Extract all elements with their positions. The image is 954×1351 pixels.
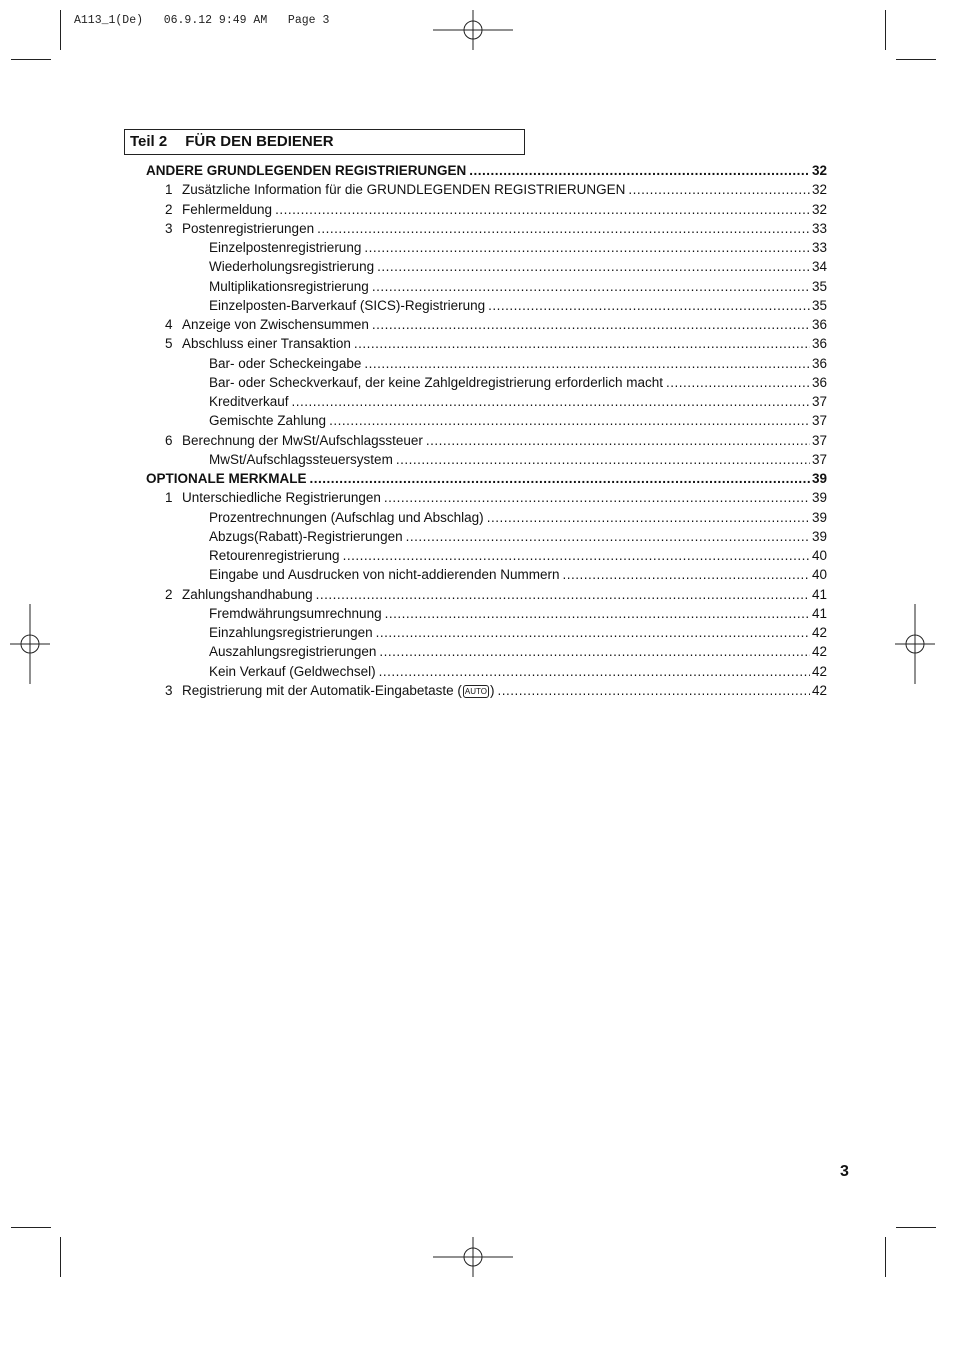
toc-entry-title bbox=[209, 411, 326, 430]
toc-entry-page: 39 bbox=[811, 471, 827, 486]
toc-leader-dots bbox=[666, 373, 810, 392]
toc-entry-title-text: Registrierung mit der Automatik-Eingabetaste ( bbox=[182, 683, 462, 698]
toc-entry-title-text: Abzugs(Rabatt)-Registrierungen bbox=[209, 529, 403, 544]
toc-entry-title-text: Auszahlungsregistrierungen bbox=[209, 644, 377, 659]
toc-entry[interactable] bbox=[209, 411, 827, 430]
section-part: Teil 2 bbox=[130, 133, 168, 150]
toc-entry-page: 37 bbox=[811, 433, 827, 448]
toc-leader-dots bbox=[628, 180, 810, 199]
toc-entry[interactable] bbox=[209, 354, 827, 373]
toc-entry-page: 36 bbox=[811, 317, 827, 332]
toc-entry-page: 42 bbox=[811, 683, 827, 698]
registration-mark-right bbox=[895, 604, 935, 684]
toc-entry-title-text: ANDERE GRUNDLEGENDEN REGISTRIERUNGEN bbox=[146, 163, 467, 178]
toc-entry-page: 40 bbox=[811, 548, 827, 563]
toc-entry-number: 1 bbox=[165, 182, 173, 197]
toc-entry-page: 32 bbox=[811, 202, 827, 217]
toc-leader-dots bbox=[329, 411, 810, 430]
toc-entry-page: 35 bbox=[811, 279, 827, 294]
page-number: 3 bbox=[840, 1163, 849, 1180]
toc-leader-dots bbox=[310, 469, 810, 488]
toc-leader-dots bbox=[406, 527, 810, 546]
toc-entry-title-text: Eingabe und Ausdrucken von nicht-addierenden Nummern bbox=[209, 567, 560, 582]
toc-entry[interactable] bbox=[209, 508, 827, 527]
toc-entry[interactable] bbox=[209, 296, 827, 315]
toc-entry-page: 37 bbox=[811, 452, 827, 467]
toc-entry-title bbox=[209, 450, 393, 469]
toc-entry-title bbox=[209, 373, 663, 392]
toc-leader-dots bbox=[385, 604, 810, 623]
toc-entry-title-text: Zahlungshandhabung bbox=[182, 587, 313, 602]
toc-entry-page: 41 bbox=[811, 606, 827, 621]
toc-entry[interactable] bbox=[209, 662, 827, 681]
toc-entry-page: 34 bbox=[811, 259, 827, 274]
toc-entry-page: 42 bbox=[811, 664, 827, 679]
registration-mark-bottom bbox=[433, 1237, 513, 1277]
toc-entry-title bbox=[146, 161, 466, 180]
toc-leader-dots bbox=[377, 257, 810, 276]
auto-key-icon: AUTO bbox=[464, 687, 487, 696]
toc-entry[interactable] bbox=[209, 238, 827, 257]
toc-entry[interactable] bbox=[165, 200, 827, 219]
toc-entry-title-text: Einzelpostenregistrierung bbox=[209, 240, 362, 255]
toc-entry[interactable] bbox=[209, 623, 827, 642]
toc-entry-title bbox=[209, 238, 361, 257]
toc-entry-page: 32 bbox=[811, 182, 827, 197]
toc-entry-title bbox=[209, 354, 361, 373]
toc-leader-dots bbox=[379, 662, 810, 681]
toc-leader-dots bbox=[396, 450, 810, 469]
toc-leader-dots bbox=[317, 219, 810, 238]
toc-entry-title-text: Multiplikationsregistrierung bbox=[209, 279, 369, 294]
toc-entry[interactable] bbox=[209, 450, 827, 469]
toc-entry-number: 2 bbox=[165, 587, 173, 602]
toc-entry-page: 36 bbox=[811, 336, 827, 351]
toc-entry-title bbox=[209, 565, 559, 584]
toc-entry[interactable] bbox=[146, 469, 827, 488]
toc-entry-title-text: Einzelposten-Barverkauf (SICS)-Registrierung bbox=[209, 298, 486, 313]
toc-entry-title-text: Zusätzliche Information für die GRUNDLEGENDEN REGISTRIERUNGEN bbox=[182, 182, 626, 197]
toc-entry[interactable] bbox=[209, 277, 827, 296]
toc-leader-dots bbox=[426, 431, 810, 450]
toc-entry-title bbox=[182, 681, 494, 700]
toc-entry-page: 39 bbox=[811, 510, 827, 525]
toc-entry[interactable] bbox=[209, 604, 827, 623]
toc-leader-dots bbox=[376, 623, 810, 642]
toc-leader-dots bbox=[343, 546, 810, 565]
toc-entry-title-text: Prozentrechnungen (Aufschlag und Abschlag) bbox=[209, 510, 484, 525]
toc-entry-number: 3 bbox=[165, 683, 173, 698]
toc-entry-title-text: Wiederholungsregistrierung bbox=[209, 259, 375, 274]
toc-entry-title bbox=[209, 508, 484, 527]
toc-leader-dots bbox=[487, 508, 810, 527]
toc-entry[interactable] bbox=[165, 585, 827, 604]
toc-leader-dots bbox=[316, 585, 810, 604]
toc-entry-page: 42 bbox=[811, 644, 827, 659]
toc-entry-title-text: Unterschiedliche Registrierungen bbox=[182, 490, 381, 505]
toc-entry[interactable] bbox=[209, 565, 827, 584]
toc-entry-page: 39 bbox=[811, 490, 827, 505]
toc-entry-page: 33 bbox=[811, 240, 827, 255]
toc-entry-number: 2 bbox=[165, 202, 173, 217]
toc-entry-title-text: Berechnung der MwSt/Aufschlagssteuer bbox=[182, 433, 423, 448]
toc-entry-page: 32 bbox=[811, 163, 827, 178]
toc-entry-title-text: Fremdwährungsumrechnung bbox=[209, 606, 382, 621]
toc-entry[interactable] bbox=[209, 546, 827, 565]
toc-entry[interactable] bbox=[146, 161, 827, 180]
toc-entry-title bbox=[209, 296, 485, 315]
toc-entry[interactable] bbox=[165, 180, 827, 199]
toc-entry-title-text: MwSt/Aufschlagssteuersystem bbox=[209, 452, 393, 467]
registration-mark-top bbox=[433, 10, 513, 50]
toc-entry-title bbox=[182, 315, 369, 334]
toc-leader-dots bbox=[275, 200, 810, 219]
registration-mark-left bbox=[10, 604, 50, 684]
toc-entry-title bbox=[209, 392, 289, 411]
toc-entry-title bbox=[182, 200, 272, 219]
toc-entry[interactable] bbox=[209, 373, 827, 392]
toc-leader-dots bbox=[379, 642, 810, 661]
toc-entry-page: 36 bbox=[811, 356, 827, 371]
toc-entry-number: 6 bbox=[165, 433, 173, 448]
toc-entry-title-text: Anzeige von Zwischensummen bbox=[182, 317, 369, 332]
toc-entry[interactable] bbox=[165, 681, 827, 700]
toc-entry[interactable] bbox=[165, 334, 827, 353]
toc-entry-title bbox=[209, 623, 373, 642]
toc-entry-title bbox=[182, 180, 625, 199]
toc-leader-dots bbox=[562, 565, 809, 584]
toc-entry[interactable] bbox=[165, 315, 827, 334]
toc-entry-title bbox=[209, 546, 340, 565]
toc-entry-title-text: Fehlermeldung bbox=[182, 202, 273, 217]
toc-entry-title bbox=[209, 604, 382, 623]
toc-entry-title-text: Kein Verkauf (Geldwechsel) bbox=[209, 664, 376, 679]
print-slug: A113_1(De) 06.9.12 9:49 AM Page 3 bbox=[74, 14, 330, 27]
toc-entry-page: 41 bbox=[811, 587, 827, 602]
toc-entry-title bbox=[209, 662, 376, 681]
toc-entry-title bbox=[182, 431, 423, 450]
toc-entry-title bbox=[209, 277, 369, 296]
toc-entry-page: 42 bbox=[811, 625, 827, 640]
toc-entry[interactable] bbox=[209, 527, 827, 546]
toc-entry-title bbox=[209, 642, 376, 661]
toc-entry[interactable] bbox=[165, 431, 827, 450]
toc-entry-number: 4 bbox=[165, 317, 173, 332]
toc-entry-title bbox=[146, 469, 307, 488]
toc-entry-title-suffix: ) bbox=[489, 683, 495, 698]
toc-entry-title-text: OPTIONALE MERKMALE bbox=[146, 471, 307, 486]
toc-entry[interactable] bbox=[165, 488, 827, 507]
toc-leader-dots bbox=[372, 277, 810, 296]
toc-leader-dots bbox=[384, 488, 810, 507]
toc-entry[interactable] bbox=[209, 257, 827, 276]
toc-leader-dots bbox=[497, 681, 810, 700]
toc-leader-dots bbox=[469, 161, 810, 180]
toc-entry-title-text: Gemischte Zahlung bbox=[209, 413, 327, 428]
toc-entry-title bbox=[182, 334, 351, 353]
toc-entry-number: 5 bbox=[165, 336, 173, 351]
toc-entry-page: 37 bbox=[811, 413, 827, 428]
toc-leader-dots bbox=[364, 354, 810, 373]
toc-entry[interactable] bbox=[165, 219, 827, 238]
toc-entry[interactable] bbox=[209, 642, 827, 661]
toc-entry-page: 33 bbox=[811, 221, 827, 236]
toc-entry-title bbox=[209, 527, 403, 546]
toc-entry-title-text: Bar- oder Scheckeingabe bbox=[209, 356, 362, 371]
toc-entry-title bbox=[182, 585, 313, 604]
toc-leader-dots bbox=[292, 392, 810, 411]
toc-entry-title-text: Abschluss einer Transaktion bbox=[182, 336, 351, 351]
section-title: FÜR DEN BEDIENER bbox=[185, 133, 334, 150]
toc-entry-title-text: Retourenregistrierung bbox=[209, 548, 340, 563]
toc-entry-page: 40 bbox=[811, 567, 827, 582]
toc-entry-page: 37 bbox=[811, 394, 827, 409]
toc-leader-dots bbox=[354, 334, 810, 353]
toc-entry-page: 35 bbox=[811, 298, 827, 313]
toc-entry-title-text: Kreditverkauf bbox=[209, 394, 289, 409]
toc-entry-title-text: Bar- oder Scheckverkauf, der keine Zahlgeldregistrierung erforderlich macht bbox=[209, 375, 663, 390]
toc-entry-number: 3 bbox=[165, 221, 173, 236]
toc-entry-title bbox=[182, 219, 314, 238]
section-heading bbox=[124, 129, 525, 155]
toc-leader-dots bbox=[364, 238, 810, 257]
toc-leader-dots bbox=[488, 296, 810, 315]
toc-entry-page: 36 bbox=[811, 375, 827, 390]
toc-entry-title-text: Einzahlungsregistrierungen bbox=[209, 625, 373, 640]
toc-entry-title bbox=[209, 257, 374, 276]
toc-entry-number: 1 bbox=[165, 490, 173, 505]
toc-leader-dots bbox=[372, 315, 810, 334]
toc-entry-title bbox=[182, 488, 381, 507]
toc-entry[interactable] bbox=[209, 392, 827, 411]
toc-entry-title-text: Postenregistrierungen bbox=[182, 221, 315, 236]
toc-entry-page: 39 bbox=[811, 529, 827, 544]
